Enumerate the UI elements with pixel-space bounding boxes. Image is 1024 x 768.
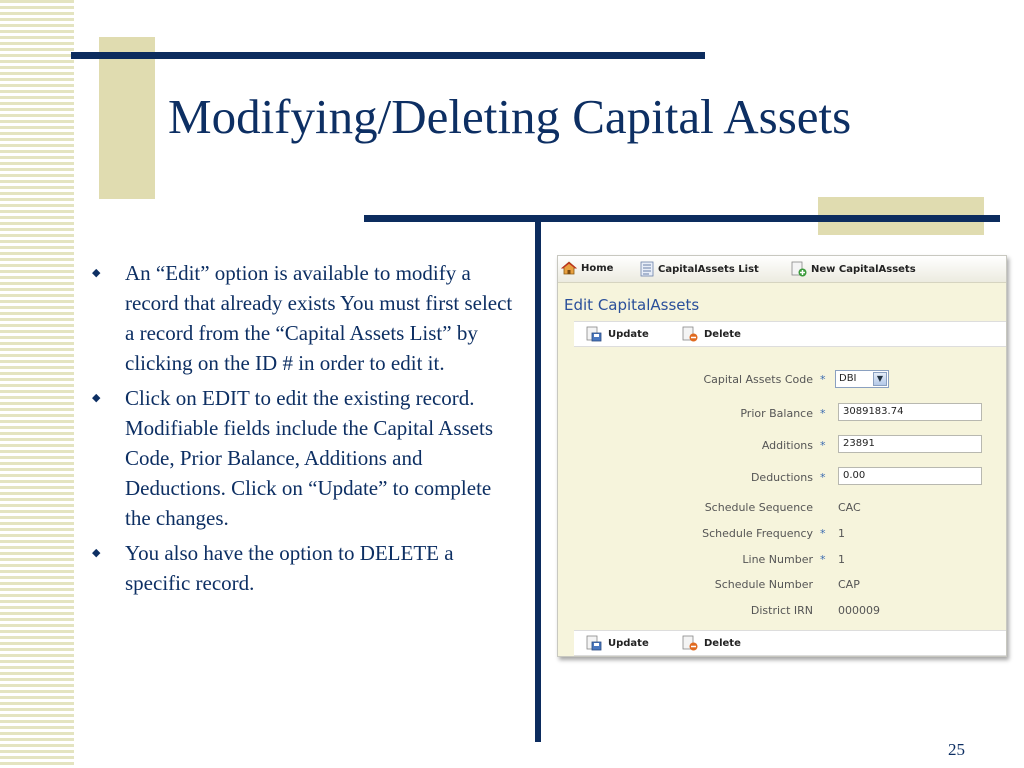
- delete-icon: [682, 326, 698, 342]
- line-number-value: 1: [838, 553, 845, 566]
- required-mark: *: [820, 407, 826, 420]
- district-irn-label: District IRN: [750, 604, 813, 617]
- diamond-bullet-icon: ◆: [92, 392, 101, 404]
- required-mark: *: [820, 471, 826, 484]
- delete-icon: [682, 635, 698, 651]
- bullet-text: An “Edit” option is available to modify a record that already exists You must first select a record from the “Capital Assets List” by clicking on the ID # in order to edit it.: [125, 261, 513, 375]
- top-nav-bar: [558, 256, 1006, 283]
- diamond-bullet-icon: ◆: [92, 267, 101, 279]
- action-bar-bottom: [574, 630, 1006, 656]
- decorative-tan-block-left: [99, 37, 155, 199]
- additions-label: Additions: [761, 439, 813, 452]
- capital-assets-code-select[interactable]: [835, 370, 889, 388]
- district-irn-value: 000009: [838, 604, 880, 617]
- slide-title: Modifying/Deleting Capital Assets: [168, 89, 852, 144]
- schedule-sequence-value: CAC: [838, 501, 861, 514]
- deductions-input[interactable]: 0.00: [838, 467, 982, 485]
- update-label: Update: [608, 328, 649, 340]
- schedule-sequence-label: Schedule Sequence: [704, 501, 813, 514]
- prior-balance-label: Prior Balance: [740, 407, 813, 420]
- nav-home[interactable]: [561, 261, 613, 275]
- update-button[interactable]: [586, 635, 649, 651]
- bullet-item: [92, 538, 522, 598]
- update-icon: [586, 326, 602, 342]
- list-icon: [640, 261, 654, 277]
- bullet-list: [92, 258, 522, 603]
- home-icon: [561, 261, 577, 275]
- bullet-item: [92, 258, 522, 378]
- update-icon: [586, 635, 602, 651]
- decorative-bar-middle: [364, 215, 1000, 222]
- required-mark: *: [820, 373, 826, 386]
- prior-balance-input[interactable]: 3089183.74: [838, 403, 982, 421]
- delete-label: Delete: [704, 328, 741, 340]
- required-mark: *: [820, 439, 826, 452]
- delete-button[interactable]: [682, 326, 741, 342]
- app-screenshot: [557, 255, 1007, 657]
- page-title: Edit CapitalAssets: [564, 296, 700, 314]
- delete-label: Delete: [704, 637, 741, 649]
- required-mark: *: [820, 553, 826, 566]
- required-mark: *: [820, 527, 826, 540]
- decorative-bar-top: [71, 52, 705, 59]
- delete-button[interactable]: [682, 635, 741, 651]
- schedule-number-label: Schedule Number: [714, 578, 813, 591]
- nav-new-label: New CapitalAssets: [811, 263, 916, 275]
- line-number-label: Line Number: [742, 553, 813, 566]
- striped-left-border: [0, 0, 74, 768]
- capital-assets-code-value: DBI: [839, 373, 857, 384]
- dropdown-arrow-icon[interactable]: ▼: [873, 372, 887, 386]
- additions-input[interactable]: 23891: [838, 435, 982, 453]
- nav-new-capital-assets[interactable]: [791, 261, 916, 277]
- schedule-frequency-label: Schedule Frequency: [702, 527, 813, 540]
- deductions-label: Deductions: [750, 471, 813, 484]
- schedule-number-value: CAP: [838, 578, 860, 591]
- decorative-bar-vertical: [535, 222, 541, 742]
- page-number: 25: [948, 740, 965, 759]
- nav-capital-assets-list[interactable]: [640, 261, 759, 277]
- capital-assets-code-label: Capital Assets Code: [703, 373, 813, 386]
- diamond-bullet-icon: ◆: [92, 547, 101, 559]
- new-record-icon: [791, 261, 807, 277]
- bullet-text: Click on EDIT to edit the existing record. Modifiable fields include the Capital Assets Code, Prior Balance, Additions and Deductions. Click on “Update” to complete the changes.: [125, 386, 494, 530]
- nav-list-label: CapitalAssets List: [658, 263, 759, 275]
- update-label: Update: [608, 637, 649, 649]
- update-button[interactable]: [586, 326, 649, 342]
- action-bar-top: [574, 321, 1006, 347]
- bullet-text: You also have the option to DELETE a specific record.: [125, 541, 454, 595]
- schedule-frequency-value: 1: [838, 527, 845, 540]
- bullet-item: [92, 383, 522, 533]
- nav-home-label: Home: [581, 262, 614, 274]
